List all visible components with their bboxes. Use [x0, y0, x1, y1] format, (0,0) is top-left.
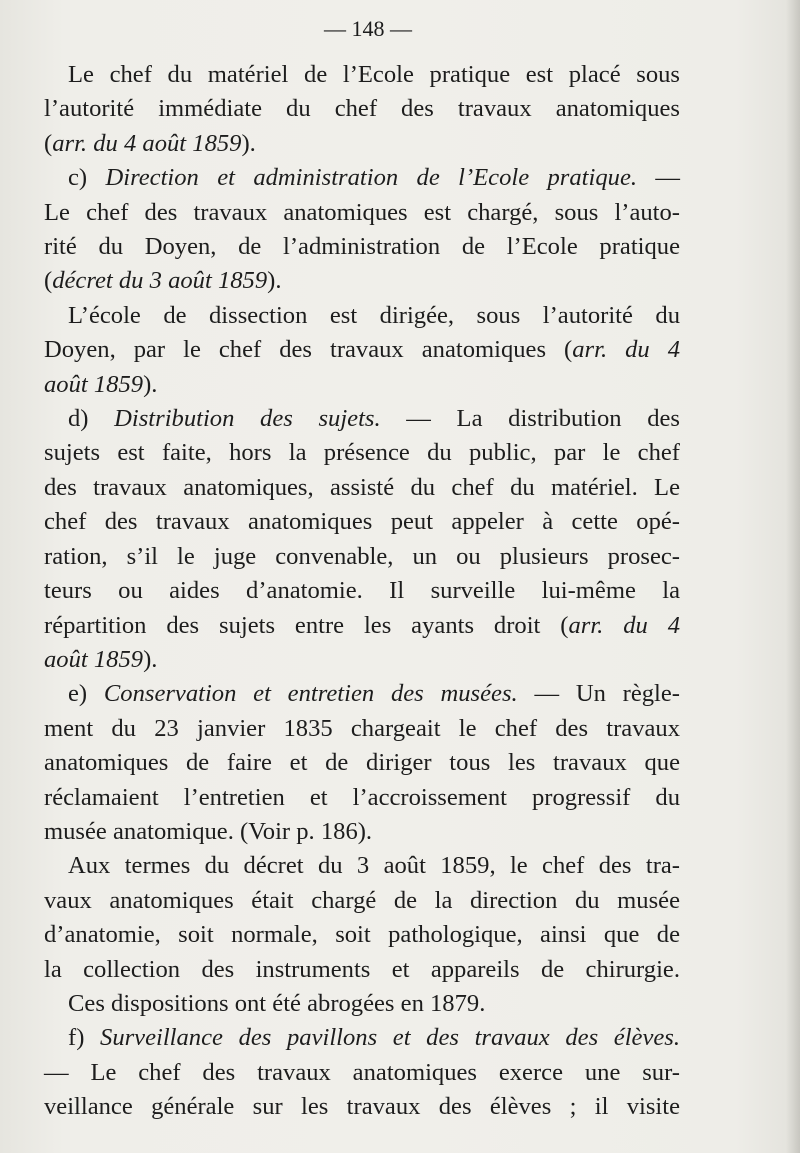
text-line	[44, 609, 680, 643]
text-segment: vaux anatomiques était chargé de la direction du musée	[44, 886, 680, 914]
text-segment: chef des travaux anatomiques peut appeler à cette opé-	[44, 508, 680, 536]
italic-segment: décret du 3 août 1859	[52, 267, 268, 295]
text-segment: ).	[143, 645, 158, 673]
text-segment: la collection des instruments et appareils de chirurgie.	[44, 955, 680, 983]
text-segment: sujets est faite, hors la présence du public, par le chef	[44, 439, 680, 467]
text-segment: e)	[68, 680, 104, 708]
text-line	[44, 436, 680, 470]
text-segment: veillance générale sur les travaux des élèves ; il visite	[44, 1093, 680, 1121]
text-line	[44, 781, 680, 815]
text-line	[44, 1021, 680, 1055]
text-segment: ration, s’il le juge convenable, un ou plusieurs prosec-	[44, 542, 680, 570]
text-line	[44, 849, 680, 883]
text-segment: ment du 23 janvier 1835 chargeait le chef des travaux	[44, 714, 680, 742]
text-line	[44, 368, 680, 402]
italic-segment: arr. du 4	[568, 611, 680, 639]
text-line	[44, 677, 680, 711]
text-line	[44, 712, 680, 746]
text-segment: — Le chef des travaux anatomiques exerce une sur-	[44, 1058, 680, 1086]
text-segment: l’autorité immédiate du chef des travaux anatomiques	[44, 95, 680, 123]
text-segment: musée anatomique. (Voir p. 186).	[44, 817, 373, 845]
text-segment: —	[637, 164, 680, 192]
text-line	[44, 643, 680, 677]
italic-segment: Direction et administration de l’Ecole pratique.	[105, 164, 638, 192]
text-line	[44, 471, 680, 505]
text-line	[44, 540, 680, 574]
text-segment: c)	[68, 164, 106, 192]
text-segment: — Un règle-	[517, 680, 680, 708]
page-number: — 148 —	[324, 16, 412, 41]
text-line	[44, 161, 680, 195]
text-line	[44, 299, 680, 333]
text-segment: (	[44, 267, 53, 295]
text-segment: Le chef des travaux anatomiques est chargé, sous l’auto-	[44, 198, 680, 226]
text-segment: (	[44, 129, 53, 157]
text-line	[44, 230, 680, 264]
text-segment: d’anatomie, soit normale, soit pathologique, ainsi que de	[44, 921, 680, 949]
text-segment: d)	[68, 405, 115, 433]
text-line	[44, 505, 680, 539]
text-segment: des travaux anatomiques, assisté du chef du matériel. Le	[44, 473, 680, 501]
text-segment: L’école de dissection est dirigée, sous l’autorité du	[68, 301, 680, 329]
text-line	[44, 884, 680, 918]
text-segment: rité du Doyen, de l’administration de l’Ecole pratique	[44, 233, 680, 261]
text-segment: Aux termes du décret du 3 août 1859, le chef des tra-	[68, 852, 680, 880]
text-segment: ).	[267, 267, 282, 295]
text-segment: teurs ou aides d’anatomie. Il surveille lui-même la	[44, 577, 680, 605]
text-segment: f)	[68, 1024, 101, 1052]
italic-segment: arr. du 4 août 1859	[52, 129, 242, 157]
italic-segment: Distribution des sujets.	[114, 405, 381, 433]
italic-segment: Surveillance des pavillons et des travaux des élèves.	[100, 1024, 680, 1052]
text-segment: — La distribution des	[380, 405, 680, 433]
italic-segment: arr. du 4	[572, 336, 680, 364]
text-line	[44, 127, 680, 161]
text-line	[44, 1090, 680, 1124]
page-edge-shadow	[786, 0, 800, 1153]
text-line	[44, 918, 680, 952]
text-line	[44, 987, 680, 1021]
italic-segment: Conservation et entretien des musées.	[103, 680, 518, 708]
body-text	[44, 58, 680, 1125]
text-line	[44, 333, 680, 367]
text-segment: ).	[143, 370, 158, 398]
text-segment: répartition des sujets entre les ayants droit (	[44, 611, 569, 639]
text-segment: Le chef du matériel de l’Ecole pratique est placé sous	[68, 61, 680, 88]
italic-segment: août 1859	[44, 645, 144, 673]
text-line	[44, 574, 680, 608]
text-line	[44, 196, 680, 230]
text-line	[44, 58, 680, 92]
text-segment: Ces dispositions ont été abrogées en 1879.	[68, 989, 486, 1017]
text-line	[44, 746, 680, 780]
italic-segment: août 1859	[44, 370, 144, 398]
text-line	[44, 1056, 680, 1090]
text-line	[44, 264, 680, 298]
text-segment: anatomiques de faire et de diriger tous les travaux que	[44, 749, 680, 777]
text-segment: réclamaient l’entretien et l’accroissement progressif du	[44, 783, 680, 811]
text-line	[44, 92, 680, 126]
text-line	[44, 402, 680, 436]
text-segment: ).	[241, 129, 256, 157]
text-line	[44, 953, 680, 987]
text-line	[44, 815, 680, 849]
text-segment: Doyen, par le chef des travaux anatomiques (	[44, 336, 573, 364]
